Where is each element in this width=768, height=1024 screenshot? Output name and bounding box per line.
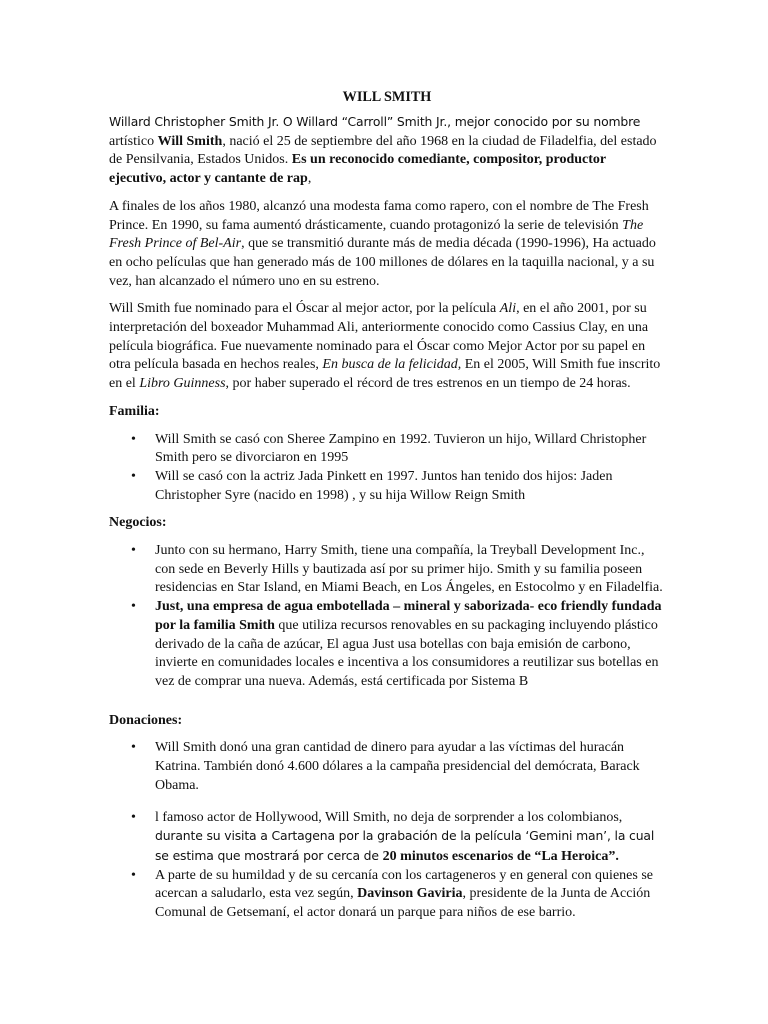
section-heading-donaciones: Donaciones: <box>109 712 183 728</box>
career-text: A finales de los años 1980, alcanzó una modesta fama como rapero, con el nombre de The Fresh Prince. En 1990, su fama aumentó drásticamente, cuando protagonizó la serie de televisión <box>109 198 649 233</box>
list-item <box>109 431 665 468</box>
career-paragraph <box>109 198 665 292</box>
film-title-ali: Ali <box>499 301 517 317</box>
document-page <box>109 88 665 932</box>
donaciones-list <box>109 739 665 922</box>
intro-stage-name: Will Smith <box>157 133 223 149</box>
list-item-text: Will Smith se casó con Sheree Zampino en 1992. Tuvieron un hijo, Willard Christopher Smith pero se divorciaron en 1995 <box>155 431 647 466</box>
bullet-icon: • <box>131 431 136 447</box>
intro-text: artístico <box>109 133 158 149</box>
intro-text: , <box>307 171 312 187</box>
intro-name-line: Willard Christopher Smith Jr. O Willard “Carroll” Smith Jr., mejor conocido por su nombre <box>109 114 641 129</box>
intro-paragraph <box>109 113 665 189</box>
series-title: The Fresh Prince of Bel-Air <box>109 217 644 252</box>
awards-text: , en el año 2001, por su interpretación del boxeador Muhammad Ali, anteriormente conocido como Cassius Clay, en una película biográfica. Fue nuevamente nominado para el Óscar como Mejor Actor por su papel en otra película basada en hechos reales, <box>109 301 649 373</box>
list-item <box>109 542 665 598</box>
film-title-felicidad: En busca de la felicidad <box>322 357 458 373</box>
list-item-text: , presidente de la Junta de Acción Comunal de Getsemaní, el actor donará un parque para niños de ese barrio. <box>155 886 651 921</box>
list-item-text: l famoso actor de Hollywood, Will Smith, no deja de sorprender a los colombianos, <box>155 809 623 825</box>
awards-text: , En el 2005, Will Smith fue inscrito en el <box>109 357 661 392</box>
list-item-text: Will se casó con la actriz Jada Pinkett en 1997. Juntos han tenido dos hijos: Jaden Christopher Syre (nacido en 1998) , y su hija Willow Reign Smith <box>155 468 613 503</box>
bullet-icon: • <box>131 809 136 825</box>
bullet-icon: • <box>131 867 136 883</box>
list-item-text: Will Smith donó una gran cantidad de dinero para ayudar a las víctimas del huracán Katrina. También donó 4.600 dólares a la campaña presidencial del demócrata, Barack Obama. <box>155 740 640 793</box>
company-just: Just, una empresa de agua embotellada – mineral y saborizada- eco friendly fundada por la familia Smith <box>155 599 662 633</box>
awards-paragraph <box>109 300 665 394</box>
bullet-icon: • <box>131 740 136 756</box>
awards-text: , por haber superado el récord de tres estrenos en un tiempo de 24 horas. <box>225 376 631 392</box>
familia-list <box>109 431 665 506</box>
list-item-text: durante su visita a Cartagena por la grabación de la película ‘Gemini man’, la cual se estima que mostrará por cerca de <box>155 828 655 863</box>
list-item <box>109 867 665 923</box>
bullet-icon: • <box>131 468 136 484</box>
list-item <box>109 809 665 867</box>
book-title-guinness: Libro Guinness <box>139 376 226 392</box>
list-item <box>109 468 665 505</box>
list-item-text: que utiliza recursos renovables en su packaging incluyendo plástico derivado de la caña de azúcar, El agua Just usa botellas con baja emisión de carbono, invierte en comunidades locales e incentiva a los consumidores a reutilizar sus botellas en vez de comprar una nueva. Además, está certificada por Sistema B <box>155 617 659 689</box>
list-item-text: A parte de su humildad y de su cercanía con los cartageneros y en general con quienes se acercan a saludarlo, esta vez según, <box>155 867 653 902</box>
awards-text: Will Smith fue nominado para el Óscar al mejor actor, por la película <box>109 301 500 317</box>
list-item <box>109 598 665 692</box>
document-title: WILL SMITH <box>342 89 432 105</box>
bullet-icon: • <box>131 543 136 559</box>
list-item <box>109 739 665 795</box>
list-item-text: Junto con su hermano, Harry Smith, tiene una compañía, la Treyball Development Inc., con sede en Beverly Hills y bautizada así por su primer hijo. Smith y su familia poseen residencias en Star Island, en Miami Beach, en Los Ángeles, en Estocolmo y en Filadelfia. <box>155 543 663 596</box>
section-heading-negocios: Negocios: <box>109 515 167 531</box>
person-name-davinson: Davinson Gaviria <box>357 886 463 902</box>
intro-text: , nació el 25 de septiembre del año 1968 en la ciudad de Filadelfia, del estado de Pensilvania, Estados Unidos. <box>109 133 657 168</box>
bullet-icon: • <box>131 599 136 615</box>
section-heading-familia: Familia: <box>109 403 160 419</box>
heroica-highlight: 20 minutos escenarios de “La Heroica”. <box>382 848 619 864</box>
career-text: , que se transmitió durante más de media década (1990-1996), Ha actuado en ocho películas que han generado más de 100 millones de dólares en la taquilla nacional, y a su vez, han alcanzado el número uno en su estreno. <box>109 236 656 289</box>
negocios-list <box>109 542 665 692</box>
intro-roles: Es un reconocido comediante, compositor, productor ejecutivo, actor y cantante de rap <box>109 152 606 187</box>
